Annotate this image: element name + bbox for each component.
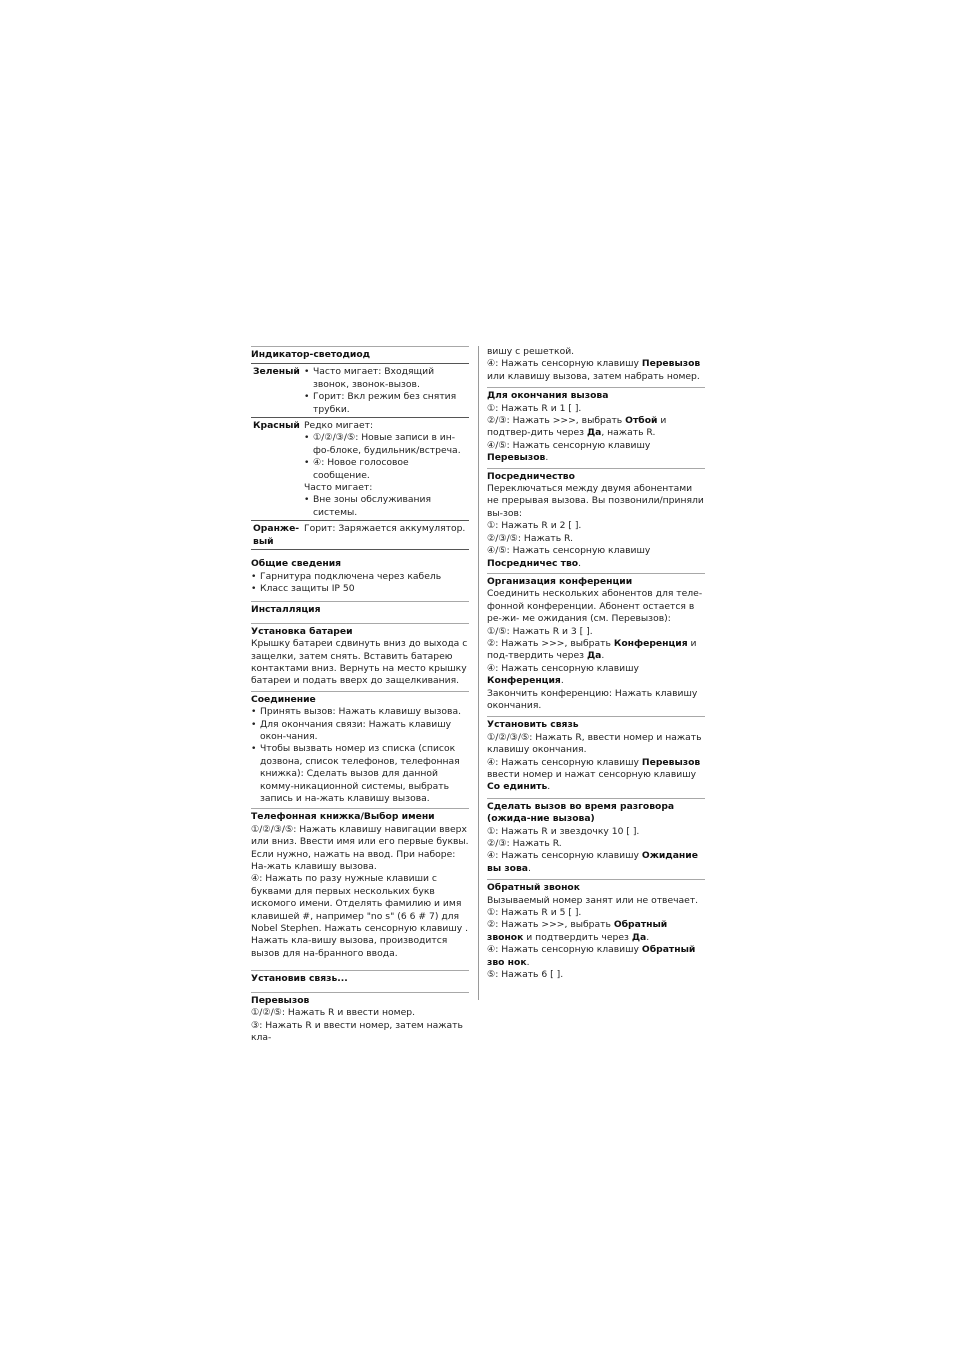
paragraph: ②/③: Нажать >>>, выбрать Отбой и подтвер-дить через Да, нажать R. [487, 415, 667, 439]
conference-section [487, 573, 705, 712]
section-heading: Установка батареи [251, 625, 353, 637]
paragraph: ①/②/③/⑤: Нажать R, ввести номер и нажать клавишу окончания. [487, 731, 702, 756]
list-item: • Чтобы вызвать номер из списка (список дозвона, список телефонов, телефонная книжка): Сделать вызов для данной комму-никационной системы, выбрать запись и на-жать клавишу вызова. [251, 743, 469, 805]
section-heading: Перевызов [251, 994, 310, 1006]
call-waiting-section [487, 798, 705, 875]
paragraph: ③: Нажать R и ввести номер, затем нажать кла- [251, 1019, 463, 1043]
paragraph: ②: Нажать >>>, выбрать Конференция и под-твердить через Да. [487, 637, 697, 662]
paragraph: ⑤: Нажать 6 [ ]. [487, 969, 564, 981]
connect-section [487, 716, 705, 793]
established-section [251, 970, 469, 985]
section-heading: Установить связь [487, 719, 579, 731]
section-heading: Телефонная книжка/Выбор имени [251, 811, 435, 823]
right-column [487, 346, 705, 982]
section-heading: Соединение [251, 693, 316, 705]
paragraph: Соединить нескольких абонентов для теле-фонной конференции. Абонент остается в ре-жи- ме ожидания (см. Перевызов): [487, 588, 703, 625]
paragraph: вишу с решеткой. [487, 346, 575, 357]
paragraph: ④/⑤: Нажать сенсорную клавишу Посредничес тво. [487, 545, 651, 569]
led-row-orange [251, 521, 469, 550]
paragraph: ①: Нажать R и 1 [ ]. [487, 402, 582, 414]
paragraph: ①/⑤: Нажать R и 3 [ ]. [487, 625, 593, 637]
section-heading: Общие сведения [251, 558, 342, 570]
paragraph: Вызываемый номер занят или не отвечает. [487, 894, 699, 906]
led-color-name: Красный [253, 420, 300, 432]
paragraph: ④: Нажать по разу нужные клавиши с буквами для первых нескольких букв искомого имени. Отделять фамилию и имя клавишей #, например "no s" (6 6 # 7) для Nobel Stephen. Нажать сенсорную клавишу . Нажать кла-вишу вызова, производится вызов для на-бранного ввода. [251, 873, 469, 959]
redial-section [251, 992, 469, 1045]
paragraph: ①/②/⑤: Нажать R и ввести номер. [251, 1007, 415, 1019]
phonebook-section [251, 808, 469, 960]
list-item: • Принять вызов: Нажать клавишу вызова. [251, 706, 469, 718]
left-column [251, 346, 469, 1044]
paragraph: ④: Нажать сенсорную клавишу Обратный зво нок. [487, 944, 696, 968]
led-description [302, 364, 469, 418]
paragraph: ④: Нажать сенсорную клавишу Перевызов или клавишу вызова, затем набрать номер. [487, 358, 701, 382]
paragraph: ④: Нажать сенсорную клавишу Ожидание вы зова. [487, 850, 698, 874]
list-item: • ①/②/③/⑤: Новые записи в ин-фо-блоке, будильник/встреча. [304, 432, 468, 457]
led-row-red [251, 418, 469, 521]
section-heading: Инсталляция [251, 604, 321, 616]
paragraph: ④: Нажать сенсорную клавишу Конференция. [487, 662, 639, 687]
led-intro: Часто мигает: [304, 482, 373, 494]
list-item: • Горит: Вкл режим без снятия трубки. [304, 391, 468, 416]
list-item: • Вне зоны обслуживания системы. [304, 494, 468, 519]
section-heading: Посредничество [487, 470, 575, 482]
list-item: • Часто мигает: Входящий звонок, звонок-вызов. [304, 366, 468, 391]
install-section [251, 601, 469, 616]
general-section [251, 558, 469, 595]
end-call-section [487, 387, 705, 464]
led-intro: Редко мигает: [304, 420, 374, 432]
led-heading: Индикатор-светодиод [251, 349, 371, 360]
led-row-green [251, 364, 469, 418]
led-color-name: Оранже-вый [253, 523, 300, 547]
redial-continued [487, 346, 705, 383]
led-description [302, 418, 469, 521]
paragraph: ①: Нажать R и звездочку 10 [ ]. [487, 825, 640, 837]
paragraph: ④/⑤: Нажать сенсорную клавишу Перевызов. [487, 439, 651, 464]
paragraph: ①: Нажать R и 2 [ ]. [487, 520, 582, 532]
paragraph: ②/③: Нажать R. [487, 838, 562, 850]
led-color-name: Зеленый [253, 366, 300, 378]
paragraph: Крышку батареи сдвинуть вниз до выхода с защелки, затем снять. Вставить батарею контактами вниз. Вернуть на место крышку батареи и подать вверх до защелкивания. [251, 638, 468, 687]
connection-section [251, 691, 469, 806]
section-heading: Установив связь... [251, 973, 348, 985]
led-section [251, 346, 469, 550]
paragraph: ④: Нажать сенсорную клавишу Перевызов ввести номер и нажат сенсорную клавишу Со единить. [487, 756, 701, 793]
callback-section [487, 879, 705, 981]
paragraph: Переключаться между двумя абонентами не прерывая вызова. Вы позвонили/приняли вы-зов: [487, 483, 704, 519]
section-heading: Обратный звонок [487, 882, 580, 894]
list-item: • ④: Новое голосовое сообщение. [304, 457, 468, 482]
list-item: • Класс защиты IP 50 [251, 583, 469, 595]
list-item: • Для окончания связи: Нажать клавишу окон-чания. [251, 719, 469, 744]
led-table [251, 363, 469, 550]
led-description: Горит: Заряжается аккумулятор. [304, 523, 466, 535]
paragraph: ②: Нажать >>>, выбрать Обратный звонок и подтвердить через Да. [487, 919, 668, 943]
paragraph: Закончить конференцию: Нажать клавишу окончания. [487, 687, 698, 711]
broker-section [487, 468, 705, 570]
section-heading: Для окончания вызова [487, 390, 609, 402]
section-heading: Организация конференции [487, 575, 633, 587]
paragraph: ②/③/⑤: Нажать R. [487, 532, 574, 544]
list-item: • Гарнитура подключена через кабель [251, 571, 469, 583]
section-heading: Сделать вызов во время разговора (ожида-ние вызова) [487, 800, 675, 825]
paragraph: ①: Нажать R и 5 [ ]. [487, 907, 582, 919]
column-divider [478, 346, 479, 1000]
battery-section [251, 623, 469, 688]
paragraph: ①/②/③/⑤: Нажать клавишу навигации вверх или вниз. Ввести имя или его первые буквы. Если нужно, нажать на ввод. При наборе: На-жать клавишу вызова. [251, 823, 469, 873]
